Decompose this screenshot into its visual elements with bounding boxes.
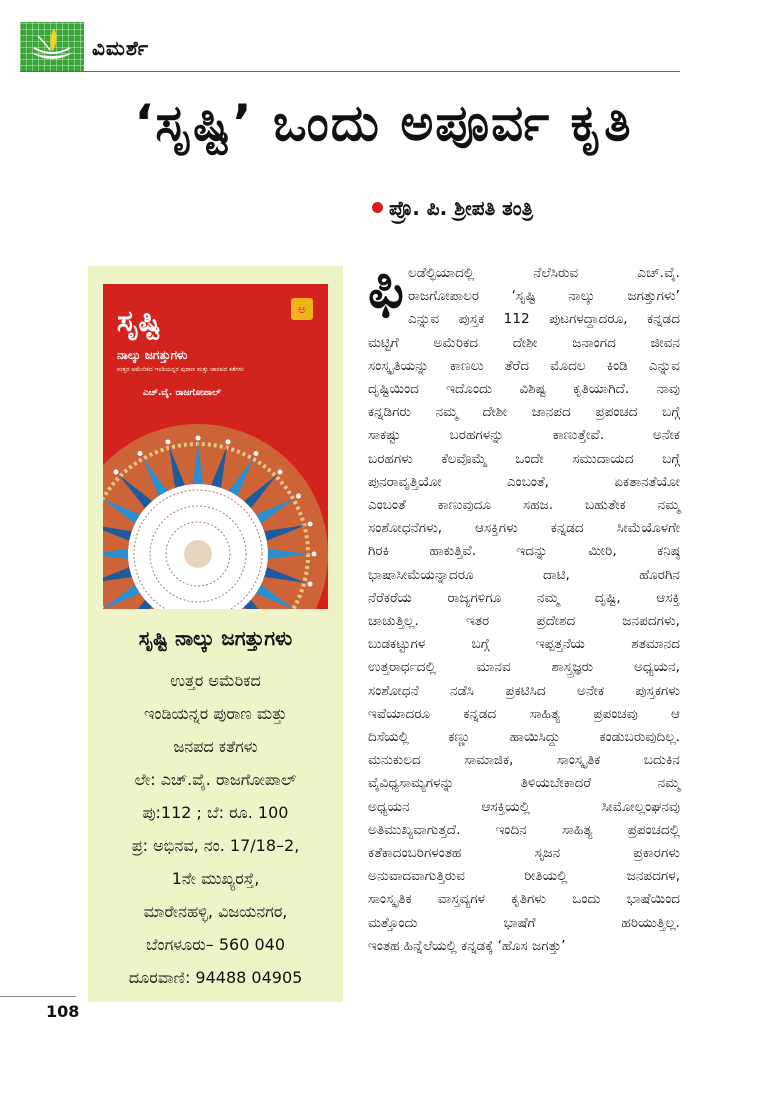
cover-title: ಸೃಷ್ಟಿ [117, 304, 161, 339]
ray-dot [296, 494, 301, 499]
magazine-logo [20, 22, 84, 72]
ray-dot [308, 521, 313, 526]
body-line: ಕತೆಕಾದಂಬರಿಗಳಂತಹ ಸೃಜನ ಪ್ರಕಾರಗಳು [368, 845, 680, 862]
ray-dot [312, 552, 317, 557]
sunburst-art [103, 414, 328, 609]
body-line: ಕನ್ನಡಿಗರು ನಮ್ಮ ದೇಶೀ ಜಾನಪದ ಪ್ರಪಂಚದ ಬಗ್ಗೆ [368, 404, 680, 421]
body-line: ಮನುಕುಲದ ಸಾಮಾಜಿಕ, ಸಾಂಸ್ಕೃತಿಕ ಬದುಕಿನ [368, 752, 680, 769]
body-line: ಎನ್ನುವ ಪುಸ್ತಕ 112 ಪುಟಗಳದ್ದಾದರೂ, ಕನ್ನಡದ [408, 311, 680, 328]
ray-dot [226, 439, 231, 444]
body-line: ಅತಿಮುಖ್ಯವಾಗುತ್ತದೆ. ಇಂದಿನ ಸಾಹಿತ್ಯ ಪ್ರಪಂಚದಲ್ಲಿ [368, 821, 680, 838]
ray-dot [113, 469, 118, 474]
book-title: ಸೃಷ್ಟಿ ನಾಲ್ಕು ಜಗತ್ತುಗಳು [138, 626, 293, 650]
book-detail-line: ಪ್ರ: ಅಭಿನವ, ನಂ. 17/18–2, [131, 836, 300, 855]
book-detail-line: ಬೆಂಗಳೂರು– 560 040 [145, 935, 285, 954]
body-line: ಎಂಬಂತೆ ಕಾಣುವುದೂ ಸಹಜ. ಬಹುತೇಕ ನಮ್ಮ [368, 497, 680, 514]
body-line: ಅಧ್ಯಯನ ಆಸಕ್ತಿಯಲ್ಲಿ ಸೀಮೋಲ್ಲಂಘನವು [368, 798, 680, 815]
book-detail-line: ಜನಪದ ಕತೆಗಳು [173, 737, 258, 756]
body-line: ಲಡೆಲ್ಫಿಯಾದಲ್ಲಿ ನೆಲೆಸಿರುವ ಎಚ್.ವೈ. [408, 265, 680, 281]
body-line: ಸಂಸ್ಕೃತಿಯನ್ನು ಕಾಣಲು ತೆರೆದ ಮೊದಲ ಕಿಂಡಿ ಎನ್ನುವ [368, 357, 680, 374]
book-cover [103, 284, 328, 609]
book-detail-line: ಇಂಡಿಯನ್ನರ ಪುರಾಣ ಮತ್ತು [143, 704, 288, 723]
body-line: ಬರಹಗಳು ಕೆಲವೊಮ್ಮೆ ಒಂದೇ ಸಮುದಾಯದ ಬಗ್ಗೆ [368, 450, 680, 467]
body-line: ಪುನರಾವೃತ್ತಿಯೋ ಎಂಬಂತೆ, ಏಕತಾನತೆಯೋ [368, 473, 680, 490]
ray-dot [308, 582, 313, 587]
ray-dot [278, 469, 283, 474]
body-line: ಭಾಷಾಸೀಮೆಯನ್ನಾದರೂ ದಾಟಿ, ಹೊರಗಿನ [368, 566, 680, 583]
drop-cap: ಫಿ [368, 256, 404, 321]
ray-dot [165, 439, 170, 444]
body-line: ಉತ್ತರಾರ್ಧದಲ್ಲಿ ಮಾನವ ಶಾಸ್ತ್ರಜ್ಞರು ಅಧ್ಯಯನ, [368, 659, 680, 676]
book-details [88, 664, 343, 994]
article-body [368, 256, 680, 958]
body-line: ದಿಸೆಯಲ್ಲಿ ಕಣ್ಣು ಹಾಯಿಸಿದ್ದು ಕಂಡುಬರುವುದಿಲ್ಲ. [368, 729, 680, 746]
body-line: ಬುಡಕಟ್ಟುಗಳ ಬಗ್ಗೆ ಇಪ್ಪತ್ತನೆಯ ಶತಮಾನದ [368, 636, 680, 653]
body-line: ದೃಷ್ಟಿಯಿಂದ ಇದೊಂದು ವಿಶಿಷ್ಟ ಕೃತಿಯಾಗಿದೆ. ನಾವು [368, 381, 680, 398]
cover-subtitle: ನಾಲ್ಕು ಜಗತ್ತುಗಳು [117, 348, 188, 362]
book-detail-line: ಲೇ: ಎಚ್.ವೈ. ರಾಜಗೋಪಾಲ್ [134, 770, 297, 789]
body-line: ನೆರೆಕರೆಯ ರಾಜ್ಯಗಳಿಗೂ ನಮ್ಮ ದೃಷ್ಟಿ, ಆಸಕ್ತಿ [368, 589, 680, 606]
body-line: ಸಂಶೋಧನೆಗಳು, ಆಸಕ್ತಿಗಳು ಕನ್ನಡದ ಸೀಮೆಯೊಳಗೇ [368, 520, 680, 537]
author-name: ಪ್ರೊ. ಪಿ. ಶ್ರೀಪತಿ ತಂತ್ರಿ [389, 196, 534, 220]
page-number: 108 [46, 1002, 80, 1021]
book-detail-line: ದೂರವಾಣಿ: 94488 04905 [128, 968, 303, 987]
book-detail-line: ಪು:112 ; ಬೆ: ರೂ. 100 [142, 803, 289, 822]
book-leaf-icon [20, 22, 84, 72]
body-line: ಅನುವಾದವಾಗುತ್ತಿರುವ ರೀತಿಯಲ್ಲಿ ಜನಪದಗಳ, [368, 868, 680, 885]
body-line: ವೈವಿಧ್ಯಸಾಮ್ಯಗಳನ್ನು ತಿಳಿಯಬೇಕಾದರೆ ನಮ್ಮ [368, 775, 680, 792]
section-label: ವಿಮರ್ಶೆ [92, 36, 150, 60]
bullet-icon [372, 202, 383, 213]
header-divider [20, 71, 680, 72]
book-detail-line: 1ನೇ ಮುಖ್ಯರಸ್ತೆ, [171, 869, 260, 888]
cover-tagline: ಉತ್ತರ ಅಮೇರಿಕದ ಇಂಡಿಯನ್ನರ ಪುರಾಣ ಮತ್ತು ಜಾನಪದ ಕತೆಗಳು [117, 366, 244, 373]
book-info-box [88, 266, 343, 1002]
body-line: ಗಿರಕಿ ಹಾಕುತ್ತಿವೆ. ಇದನ್ನು ಮೀರಿ, ಕನಿಷ್ಠ [368, 543, 680, 560]
cover-author: ಎಚ್.ವೈ. ರಾಜಗೋಪಾಲ್ [143, 388, 221, 398]
body-line: ಇಂತಹ ಹಿನ್ನೆಲೆಯಲ್ಲಿ ಕನ್ನಡಕ್ಕೆ ‘ಹೊಸ ಜಗತ್ತು’ [368, 937, 566, 954]
publisher-emblem-icon: ಅ [291, 298, 313, 320]
ray-dot [254, 451, 259, 456]
article-title: ‘ಸೃಷ್ಟಿ’ ಒಂದು ಅಪೂರ್ವ ಕೃತಿ [134, 94, 633, 152]
ray-dot [138, 451, 143, 456]
book-detail-line: ಮಾರೇನಹಳ್ಳಿ, ವಿಜಯನಗರ, [143, 902, 288, 921]
footer-divider [0, 996, 76, 997]
body-line: ಸಾಂಸ್ಕೃತಿಕ ವಾಸ್ತವ್ಯಗಳ ಕೃತಿಗಳು ಒಂದು ಭಾಷೆಯಿಂದ [368, 891, 680, 908]
body-line: ಚಾಚುತ್ತಿಲ್ಲ. ಇತರ ಪ್ರದೇಶದ ಜನಪದಗಳು, [368, 613, 680, 630]
ray-dot [196, 436, 201, 441]
body-line: ಮತ್ತೊಂದು ಭಾಷೆಗೆ ಹರಿಯುತ್ತಿಲ್ಲ. [368, 914, 680, 931]
body-line: ಸಾಕಷ್ಟು ಬರಹಗಳನ್ನು ಕಾಣುತ್ತೇವೆ. ಅನೇಕ [368, 427, 680, 444]
body-line: ಸಂಶೋಧನೆ ನಡೆಸಿ ಪ್ರಕಟಿಸಿದ ಅನೇಕ ಪುಸ್ತಕಗಳು [368, 682, 680, 699]
article-author [372, 196, 533, 220]
body-line: ಇವೆಯಾದರೂ ಕನ್ನಡದ ಸಾಹಿತ್ಯ ಪ್ರಪಂಚವು ಆ [368, 705, 680, 722]
body-line: ಮಟ್ಟಿಗೆ ಅಮೆರಿಕದ ದೇಶೀ ಜನಾಂಗದ ಜೀವನ [368, 334, 680, 351]
book-detail-line: ಉತ್ತರ ಅಮೆರಿಕದ [170, 671, 261, 690]
body-line: ರಾಜಗೋಪಾಲರ ‘ಸೃಷ್ಟಿ ನಾಲ್ಕು ಜಗತ್ತುಗಳು’ [408, 288, 680, 305]
